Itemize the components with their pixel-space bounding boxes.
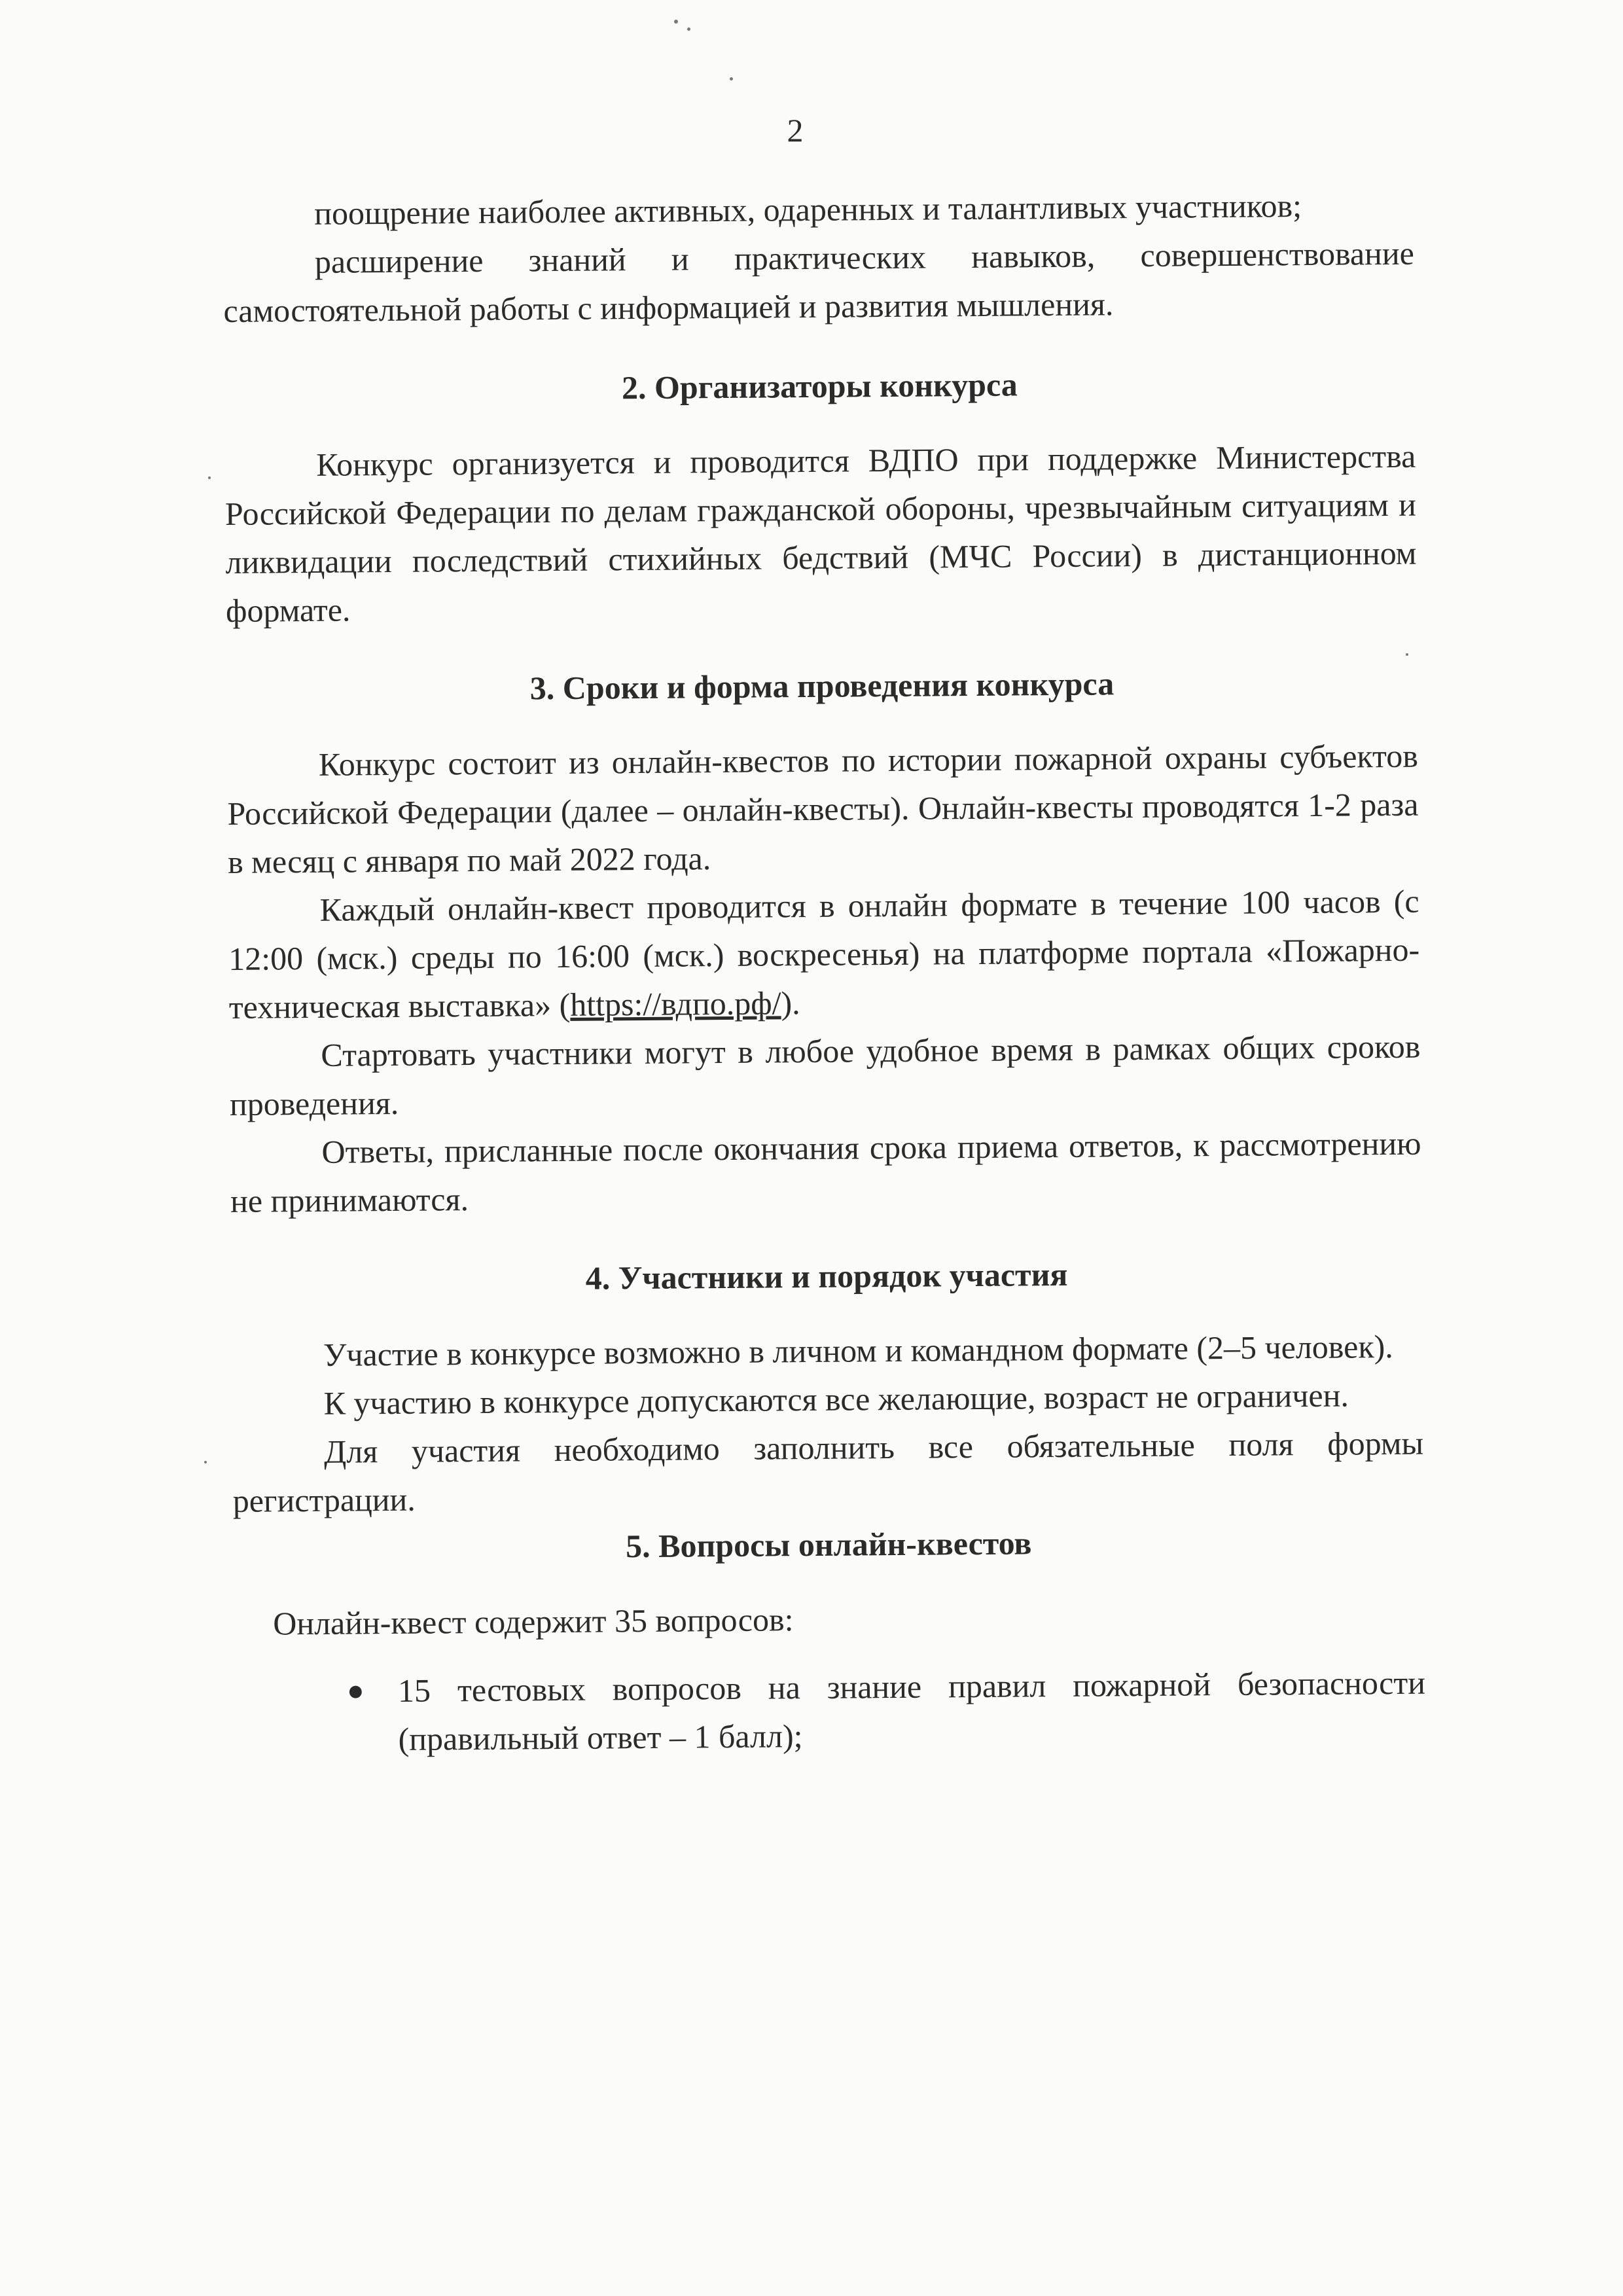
section-heading-questions: 5. Вопросы онлайн-квестов [625, 1524, 1032, 1565]
question-list [234, 1659, 1426, 1765]
paragraph-question-count: Онлайн-квест содержит 35 вопросов: [272, 1601, 794, 1642]
scan-speck [674, 20, 678, 24]
paragraph-late-answers: Ответы, присланные после окончания срока приема ответов, к рассмотрению не принимаются. [230, 1124, 1421, 1219]
scan-speck [730, 77, 733, 81]
paragraph-format-tail: ). [781, 984, 800, 1022]
scan-speck [208, 476, 211, 479]
paragraph-eligibility: К участию в конкурсе допускаются все желающие, возраст не ограничен. [323, 1376, 1349, 1422]
paragraph-encouragement: поощрение наиболее активных, одаренных и талантливых участников; [314, 187, 1302, 232]
paragraph-format [228, 877, 1420, 1031]
page-number: 2 [787, 112, 804, 149]
paragraph-start: Стартовать участники могут в любое удобное время в рамках общих сроков проведения. [229, 1028, 1421, 1122]
paragraph-participation-format: Участие в конкурсе возможно в личном и командном формате (2–5 человек). [323, 1328, 1393, 1373]
platform-link[interactable]: https://вдпо.рф/ [570, 984, 781, 1023]
paragraph-format-text: Каждый онлайн-квест проводится в онлайн формате в течение 100 часов (с 12:00 (мск.) среды по 16:00 (мск.) воскресенья) на платформе портала «Пожарно-техническая выставка» ( [228, 882, 1420, 1026]
list-item [346, 1659, 1426, 1763]
section-heading-timeline: 3. Сроки и форма проведения конкурса [529, 665, 1115, 707]
paragraph-organizers: Конкурс организуется и проводится ВДПО при поддержке Министерства Российской Федерации по делам гражданской обороны, чрезвычайным ситуациям и ликвидации последствий стихийных бедствий (МЧС России) в дистанционном формате. [224, 437, 1417, 629]
scan-speck [204, 1461, 207, 1463]
bullet-icon: ● [346, 1674, 365, 1707]
section-heading-organizers: 2. Организаторы конкурса [621, 366, 1018, 406]
document-body [223, 181, 1426, 1765]
paragraph-knowledge: расширение знаний и практических навыков, совершенствование самостоятельной работы с информацией и развития мышления. [223, 234, 1415, 329]
list-item-text: 15 тестовых вопросов на знание правил пожарной безопасности (правильный ответ – 1 балл); [397, 1664, 1426, 1757]
scan-speck [687, 27, 690, 31]
paragraph-registration: Для участия необходимо заполнить все обязательные поля формы регистрации. [232, 1424, 1424, 1519]
paragraph-quests: Конкурс состоит из онлайн-квестов по истории пожарной охраны субъектов Российской Федерации (далее – онлайн-квесты). Онлайн-квесты проводятся 1-2 раза в месяц с января по май 2022 года. [227, 737, 1419, 880]
section-heading-participants: 4. Участники и порядок участия [585, 1255, 1068, 1297]
